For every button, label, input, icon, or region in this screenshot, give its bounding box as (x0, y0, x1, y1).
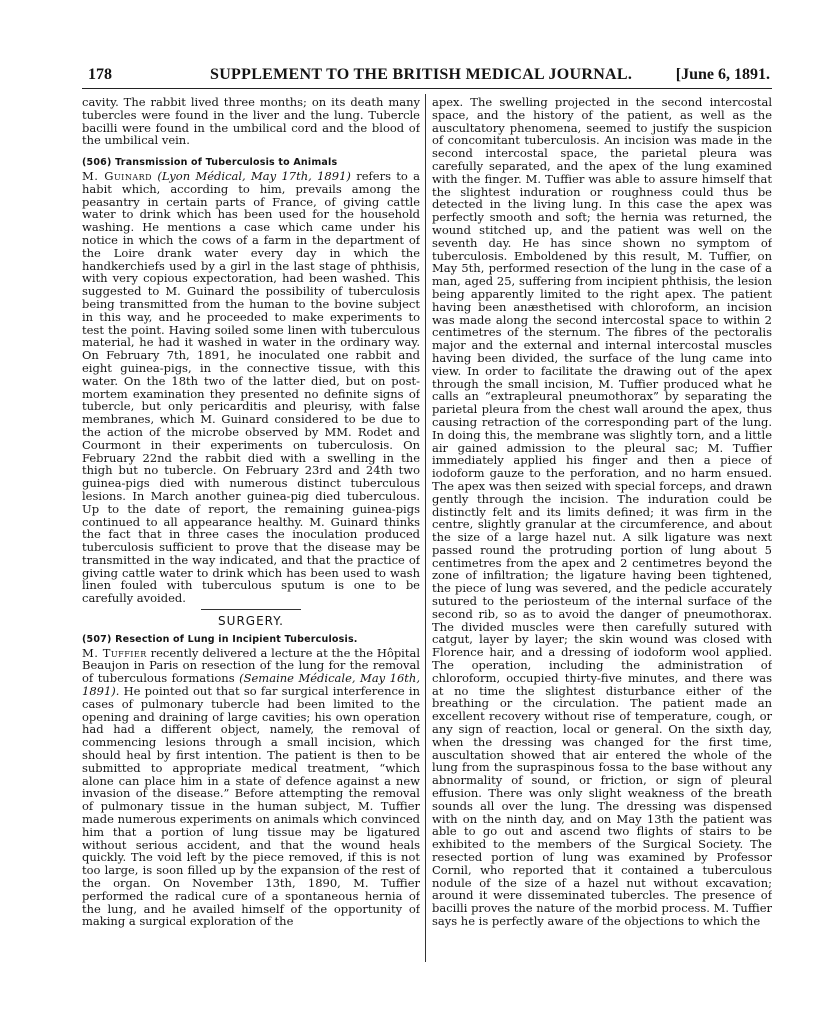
article-506-body: refers to a habit which, according to him, prevails among the peasantry in certain parts of France, of giving cattle water to drink which has been used for the household washing. He mentions a case which came under his notice in which the cows of a farm in the department of the Loire drank water every day in which the handkerchiefs used by a girl in the last stage of phthisis, with very copious expectoration, had been washed. This suggested to M. Guinard the possibility of tuberculosis being transmitted from the human to the bovine subject in this way, and he proceeded to make experiments to test the point. Having soiled some linen with tuberculous material, he had it washed in water in the ordinary way. On February 7th, 1891, he inoculated one rabbit and eight guinea-pigs, in the connective tissue, with this water. On the 18th two of the latter died, but on post-mortem examination they presented no definite signs of tubercle, but only pericarditis and pleurisy, with false membranes, which M. Guinard considered to be due to the action of the microbe observed by MM. Rodet and Courmont in their experiments on tuberculosis. On February 22nd the rabbit died with a swelling in the thigh but no tubercle. On February 23rd and 24th two guinea-pigs died with numerous distinct tuberculous lesions. In March another guinea-pig died tuberculous. Up to the date of report, the remaining guinea-pigs continued to all appearance healthy. M. Guinard thinks the fact that in three cases the inoculation produced tuberculosis sufficient to prove that the disease may be transmitted in the way indicated, and that the practice of giving cattle water to drink which has been used to wash linen fouled with tuberculous sputum is one to be carefully avoided. (82, 168, 420, 606)
article-506-citation: (Lyon Médical, May 17th, 1891) (157, 168, 351, 183)
column-divider (425, 94, 426, 962)
article-507-citation: (Semaine Médicale, May 16th, 1891). (82, 671, 420, 699)
header-rule (82, 88, 772, 89)
right-column (432, 96, 772, 962)
page-number: 178 (88, 66, 112, 83)
section-rule (201, 609, 301, 610)
journal-title: SUPPLEMENT TO THE BRITISH MEDICAL JOURNAL. (210, 66, 633, 83)
article-507 (82, 632, 420, 928)
page-header (82, 66, 772, 86)
continuation-paragraph: cavity. The rabbit lived three months; on its death many tubercles were found in the liver and the lung. Tubercle bacilli were found in the umbilical cord and the blood of the umbilical vein. (82, 96, 420, 148)
article-507-continuation: apex. The swelling projected in the second intercostal space, and the history of the patient, as well as the auscultatory phenomena, seemed to justify the suspicion of concomitant tuberculosis. An incision was made in the second intercostal space, the parietal pleura was carefully separated, and the apex of the lung examined with the finger. M. Tuffier was able to assure himself that the slightest induration or roughness could thus be detected in the living lung. In this case the apex was perfectly smooth and soft; the hernia was returned, the wound stitched up, and the patient was well on the seventh day. He has since shown no symptom of tuberculosis. Emboldened by this result, M. Tuffier, on May 5th, performed resection of the lung in the case of a man, aged 25, suffering from incipient phthisis, the lesion being apparently limited to the right apex. The patient having been anæsthetised with chloroform, an incision was made along the second intercostal space to within 2 centimetres of the sternum. The fibres of the pectoralis major and the external and internal intercostal muscles having been divided, the surface of the lung came into view. In order to facilitate the drawing out of the apex through the small incision, M. Tuffier produced what he calls an “extrapleural pneumothorax” by separating the parietal pleura from the chest wall around the apex, thus causing retraction of the corresponding part of the lung. In doing this, the membrane was slightly torn, and a little air gained admission to the pleural sac; M. Tuffier immediately applied his finger and then a piece of iodoform gauze to the perforation, and no harm ensued. The apex was then seized with special forceps, and drawn gently through the incision. The induration could be distinctly felt and its limits defined; it was firm in the centre, slightly granular at the circumference, and about the size of a large hazel nut. A silk ligature was next passed round the protruding portion of lung about 5 centimetres from the apex and 2 centimetres beyond the zone of infiltration; the ligature having been tightened, the piece of lung was severed, and the pedicle accurately sutured to the periosteum of the internal surface of the second rib, so as to avoid the danger of pneumothorax. The divided muscles were then carefully sutured with catgut, layer by layer; the skin wound was closed with Florence hair, and a dressing of iodoform wool applied. The operation, including the administration of chloroform, occupied thirty-five minutes, and there was at no time the slightest disturbance either of the breathing or the circulation. The patient made an excellent recovery without rise of temperature, cough, or any sign of reaction, local or general. On the sixth day, when the dressing was changed for the first time, auscultation showed that air entered the whole of the lung from the supraspinous fossa to the base without any abnormality of sound, or friction, or sign of pleural effusion. There was only slight weakness of the breath sounds all over the lung. The dressing was dispensed with on the ninth day, and on May 13th the patient was able to go out and ascend two flights of stairs to be exhibited to the members of the Surgical Society. The resected portion of lung was examined by Professor Cornil, who reported that it contained a tuberculous nodule of the size of a hazel nut without excavation; around it were disseminated tubercles. The presence of bacilli proves the nature of the morbid process. M. Tuffier says he is perfectly aware of the objections to which the (432, 96, 772, 928)
left-column (82, 96, 420, 962)
article-507-author: M. Tuffier (82, 645, 147, 660)
article-507-body-start: recently delivered a lecture at the the Hôpital Beaujon in Paris on resection of the lung for the removal of tuberculous formations (82, 645, 420, 686)
article-506-heading: Transmission of Tuberculosis to Animals (115, 157, 338, 169)
article-507-heading: Resection of Lung in Incipient Tuberculosis. (115, 633, 358, 645)
issue-date: [June 6, 1891. (675, 66, 770, 83)
article-506-author: M. Guinard (82, 168, 153, 183)
article-506-number: (506) (82, 157, 112, 169)
article-506 (82, 155, 420, 605)
article-507-body: He pointed out that so far surgical interference in cases of pulmonary tubercle had been limited to the opening and draining of large cavities; his own operation had had a different object, namely, the removal of commencing lesions through a small incision, which should heal by first intention. The patient is then to be submitted to appropriate medical treatment, “which alone can place him in a state of defence against a new invasion of the disease.” Before attempting the removal of pulmonary tissue in the human subject, M. Tuffier made numerous experiments on animals which convinced him that a portion of lung tissue may be ligatured without serious accident, and that the wound heals quickly. The void left by the piece removed, if this is not too large, is soon filled up by the expansion of the rest of the organ. On November 13th, 1890, M. Tuffier performed the radical cure of a spontaneous hernia of the lung, and he availed himself of the opportunity of making a surgical exploration of the (82, 684, 420, 929)
section-title-surgery: SURGERY. (218, 614, 284, 629)
article-507-number: (507) (82, 633, 112, 645)
